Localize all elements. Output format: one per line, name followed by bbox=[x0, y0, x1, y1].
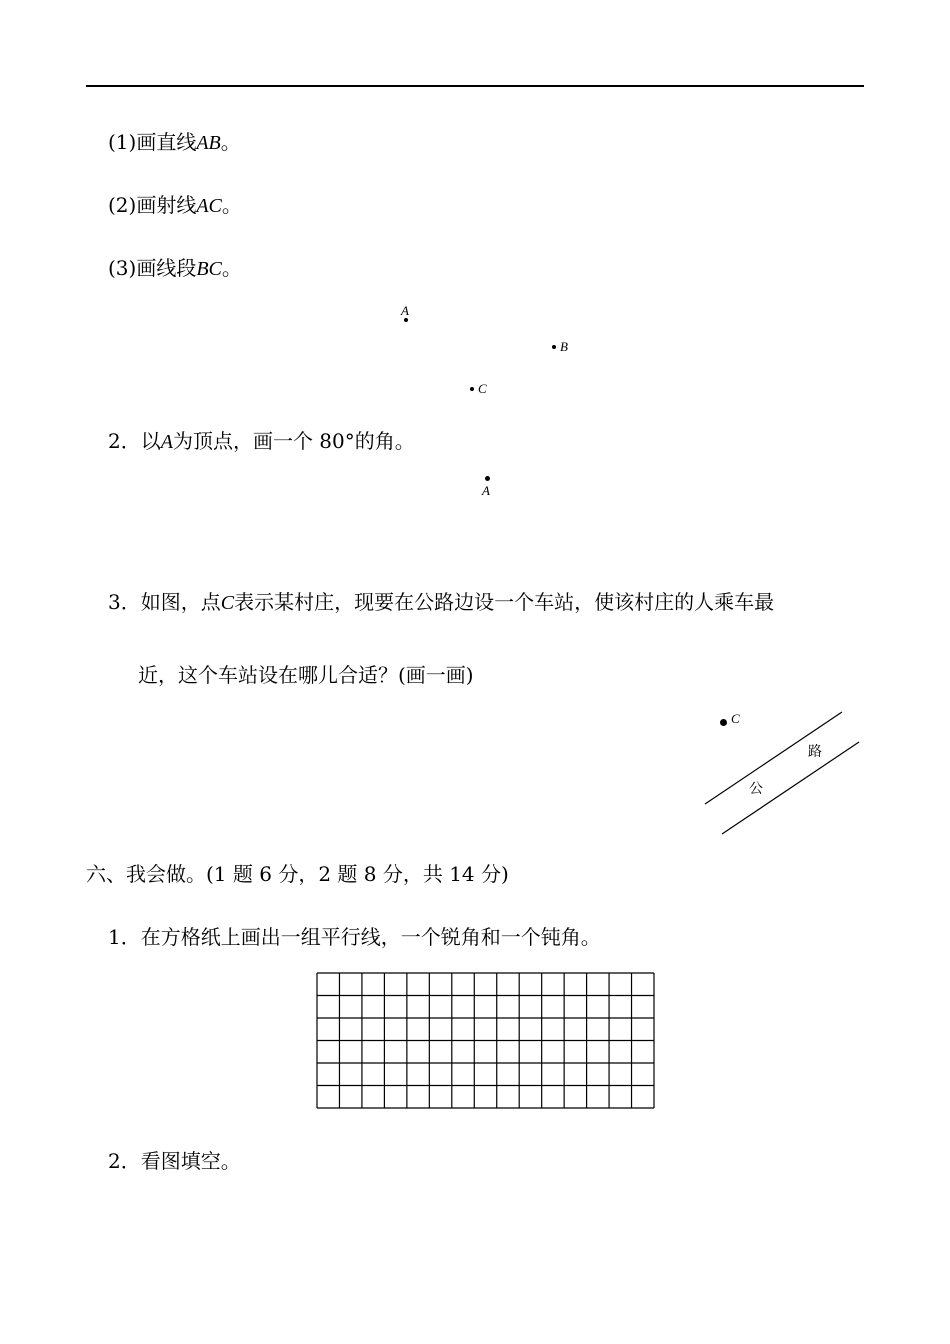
section-6-q2: 2．看图填空。 bbox=[108, 1149, 241, 1173]
q2-vertex-label: A bbox=[482, 483, 490, 498]
point-b-label: B bbox=[560, 339, 568, 354]
q3-text-line2: 近，这个车站设在哪儿合适？(画一画) bbox=[138, 663, 474, 687]
q1-item-1: (1)画直线AB。 bbox=[108, 130, 241, 154]
q3-text-line1: 3．如图，点C表示某村庄，现要在公路边设一个车站，使该村庄的人乘车最 bbox=[108, 590, 775, 614]
section-6-title: 六、我会做。(1 题 6 分，2 题 8 分，共 14 分) bbox=[86, 862, 509, 886]
q2-text: 2．以A为顶点，画一个 80°的角。 bbox=[108, 429, 415, 453]
square-grid[interactable] bbox=[316, 972, 655, 1109]
road-edge-lower bbox=[722, 742, 859, 834]
village-c-label: C bbox=[731, 711, 740, 726]
q1-item-3: (3)画线段BC。 bbox=[108, 256, 242, 280]
road-label-lu: 路 bbox=[808, 744, 822, 760]
point-c-label: C bbox=[478, 381, 487, 396]
q1-item-2: (2)画射线AC。 bbox=[108, 193, 242, 217]
section-6-q1: 1．在方格纸上画出一组平行线，一个锐角和一个钝角。 bbox=[108, 925, 601, 949]
road-label-gong: 公 bbox=[749, 781, 763, 797]
point-a-label: A bbox=[401, 303, 409, 318]
